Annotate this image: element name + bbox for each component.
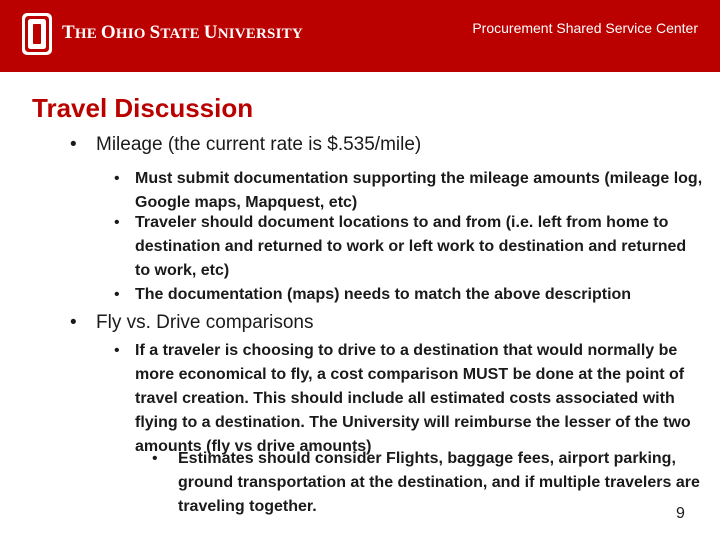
bullet-dot-icon: •: [70, 312, 77, 333]
bullet-dot-icon: •: [114, 342, 120, 359]
bullet-dot-icon: •: [70, 134, 77, 155]
university-name: THE OHIO STATE UNIVERSITY: [62, 22, 303, 43]
block-o-logo-icon: [22, 13, 52, 55]
department-name: Procurement Shared Service Center: [472, 20, 698, 36]
page-number: 9: [676, 505, 685, 522]
bullet-dot-icon: •: [114, 214, 120, 231]
bullet-dot-icon: •: [114, 170, 120, 187]
bullet-dot-icon: •: [114, 286, 120, 303]
header-bar: [0, 0, 720, 72]
slide-title: Travel Discussion: [32, 93, 254, 123]
bullet-dot-icon: •: [152, 450, 158, 467]
